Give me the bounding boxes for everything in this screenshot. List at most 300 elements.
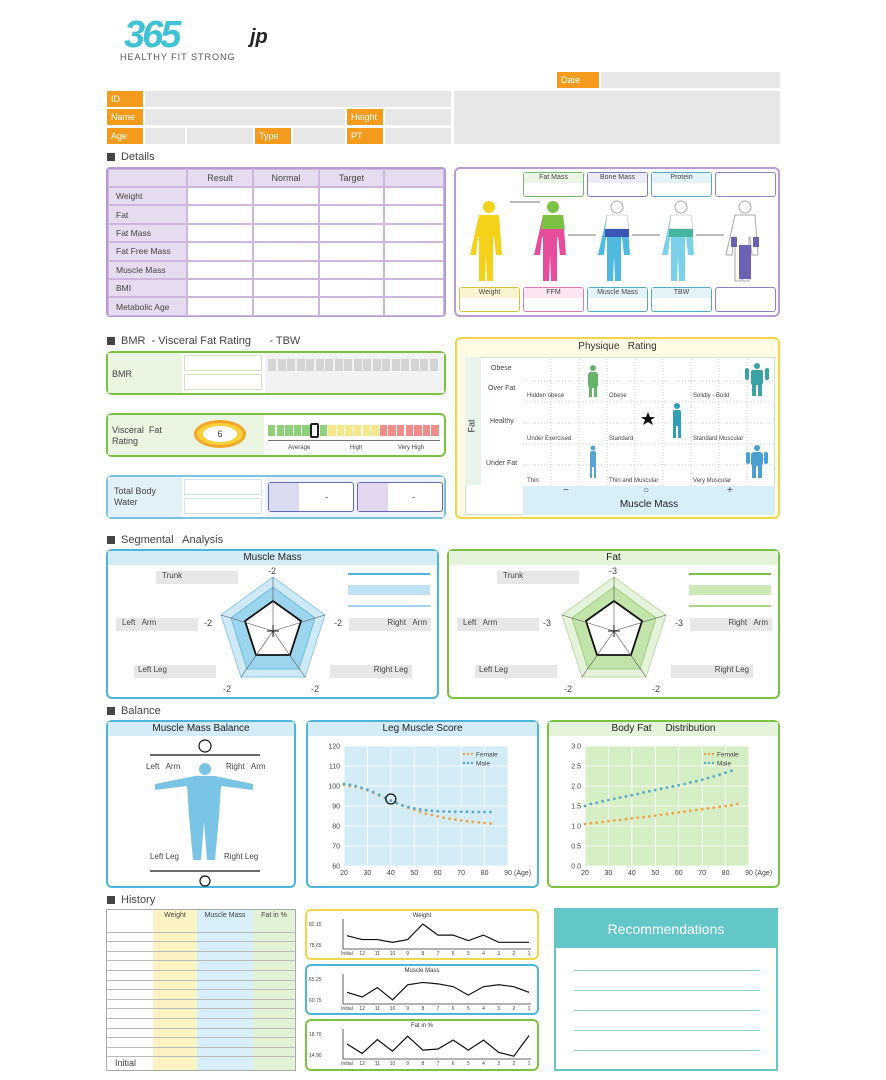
segment-left-arm-label: Left Arm <box>116 618 198 631</box>
body-fat-chart <box>549 738 778 886</box>
x-tick-label: 20 <box>581 870 589 877</box>
details-col-target: Target <box>319 169 384 187</box>
body-fat-distribution-panel <box>547 720 780 888</box>
data-point-male <box>683 783 686 786</box>
name-label: Name <box>107 109 143 125</box>
age-field[interactable] <box>145 128 185 144</box>
data-point-male <box>636 793 639 796</box>
fat-top-value: -3 <box>609 566 618 576</box>
bmr-scale-segment <box>325 359 333 371</box>
x-tick-label: 1 <box>527 1006 531 1012</box>
tbw-value-field-2[interactable] <box>184 498 262 514</box>
data-point-female <box>736 803 739 806</box>
data-point-male <box>401 804 404 807</box>
fat-bar-1 <box>689 573 771 575</box>
section-square-icon <box>107 896 115 904</box>
y-tick-label: 60 <box>332 863 340 871</box>
data-point-male <box>360 786 363 789</box>
data-point-male <box>460 810 463 813</box>
segment-fat-left-arm-label: Left Arm <box>457 618 539 631</box>
x-tick-label: 4 <box>482 1006 485 1012</box>
segmental-fat-title: Fat <box>449 551 778 565</box>
bmr-scale-segment <box>373 359 381 371</box>
recommendation-line-3[interactable] <box>574 1010 760 1011</box>
details-value-cell[interactable] <box>319 187 384 205</box>
data-point-female <box>584 823 587 826</box>
history-row-line <box>107 960 295 961</box>
history-title: History <box>121 894 156 906</box>
data-point-male <box>389 799 392 802</box>
fat-left-value: -3 <box>543 618 552 628</box>
bmr-value-field-1[interactable] <box>184 355 262 371</box>
x-tick-label: 2 <box>512 951 516 957</box>
data-point-male <box>607 799 610 802</box>
segment-fat-right-arm-label: Right Arm <box>690 618 772 631</box>
x-tick-label: 5 <box>466 1006 470 1012</box>
muscle-mass-balance-panel <box>106 720 296 888</box>
y-tick-label: 82.15 <box>309 922 322 928</box>
bmr-scale-segment <box>354 359 362 371</box>
data-point-male <box>372 791 375 794</box>
x-tick-label: 40 <box>627 870 636 877</box>
visceral-scale <box>268 423 442 439</box>
details-row-label: BMI <box>108 279 187 297</box>
data-point-male <box>660 787 663 790</box>
type-field[interactable] <box>293 128 345 144</box>
data-point-male <box>448 810 451 813</box>
data-point-female <box>425 812 428 815</box>
balance-heading <box>107 705 161 717</box>
x-tick-label: 30 <box>363 870 372 877</box>
bmr-scale-segment <box>335 359 343 371</box>
details-corner <box>108 169 187 187</box>
history-row-line <box>107 1018 295 1019</box>
data-point-female <box>466 820 469 823</box>
physique-row-over-fat: Over Fat <box>488 385 516 392</box>
details-row-label: Fat Mass <box>108 224 187 242</box>
data-point-male <box>489 811 492 814</box>
data-point-male <box>419 808 422 811</box>
visceral-scale-segment <box>277 425 284 436</box>
details-value-cell[interactable] <box>384 242 444 260</box>
details-value-cell[interactable] <box>253 261 319 279</box>
legend-marker <box>463 762 465 764</box>
data-point-male <box>584 805 587 808</box>
data-point-male <box>366 788 369 791</box>
x-tick-label: 6 <box>451 1006 455 1012</box>
details-value-cell[interactable] <box>319 279 384 297</box>
physique-zero: ○ <box>643 485 650 496</box>
y-tick-label: 0.0 <box>571 863 581 871</box>
body-figure-tbw-icon <box>662 201 694 281</box>
visceral-fat-gauge-icon <box>194 420 246 448</box>
data-point-female <box>601 821 604 824</box>
history-line <box>347 982 529 999</box>
muscle-bottom-left-value: -2 <box>223 684 232 694</box>
bottom-label-extra <box>715 287 776 312</box>
top-label-protein: Protein <box>651 172 712 197</box>
tbw-label-1: Total Body <box>114 486 157 496</box>
bmr-scale-segment <box>411 359 419 371</box>
data-point-male <box>395 802 398 805</box>
details-value-cell[interactable] <box>253 242 319 260</box>
data-point-male <box>407 806 410 809</box>
segmental-heading <box>107 534 223 546</box>
x-tick-label: Initial <box>341 1061 353 1067</box>
data-point-female <box>695 809 698 812</box>
name-field[interactable] <box>145 109 345 125</box>
recommendations-panel <box>554 908 778 1071</box>
bottom-label-tbw: TBW <box>651 287 712 312</box>
data-point-male <box>483 811 486 814</box>
legend-marker <box>471 753 473 755</box>
data-point-female <box>442 816 445 819</box>
fat-history-panel <box>305 1019 539 1071</box>
physique-figures <box>523 359 773 487</box>
visceral-scale-segment <box>302 425 309 436</box>
body-fat-title: Body Fat Distribution <box>549 722 778 736</box>
visceral-fat-value: 6 <box>203 426 237 442</box>
bottom-label-muscle-mass: Muscle Mass <box>587 287 648 312</box>
x-tick-label: 12 <box>359 951 365 957</box>
section-square-icon <box>107 153 115 161</box>
y-tick-label: 1.0 <box>571 823 581 831</box>
history-chart-title: Muscle Mass <box>404 968 440 974</box>
segment-left-leg-label: Left Leg <box>134 665 216 678</box>
x-tick-label: 40 <box>386 870 395 877</box>
data-point-male <box>613 797 616 800</box>
history-row-line <box>107 951 295 952</box>
details-value-cell[interactable] <box>319 261 384 279</box>
bmr-scale-segment <box>420 359 428 371</box>
x-tick-label: 10 <box>389 1006 396 1012</box>
y-tick-label: 120 <box>328 743 340 751</box>
data-point-female <box>489 822 492 825</box>
muscle-bar-2 <box>348 585 430 595</box>
legend-label: Male <box>476 760 491 768</box>
leg-muscle-score-panel <box>306 720 539 888</box>
data-point-female <box>636 816 639 819</box>
visceral-scale-segment <box>354 425 361 436</box>
top-label-fat-mass: Fat Mass <box>523 172 584 197</box>
data-point-female <box>619 819 622 822</box>
physique-row-healthy: Healthy <box>490 418 514 425</box>
x-tick-label: 12 <box>359 1061 365 1067</box>
bmr-scale <box>268 359 440 371</box>
visceral-scale-segment <box>388 425 395 436</box>
legend-label: Female <box>717 751 739 759</box>
data-point-female <box>689 809 692 812</box>
segment-trunk-label: Trunk <box>156 571 238 584</box>
visceral-scale-segment <box>371 425 378 436</box>
recommendation-line-1[interactable] <box>574 970 760 971</box>
details-value-cell[interactable] <box>187 187 253 205</box>
details-col-normal: Normal <box>253 169 319 187</box>
details-value-cell[interactable] <box>187 297 253 315</box>
data-point-male <box>718 773 721 776</box>
physique-cell-hidden-obese: Hidden obese <box>527 393 565 399</box>
mm-balance-title: Muscle Mass Balance <box>108 722 294 736</box>
data-point-female <box>630 817 633 820</box>
x-tick-label: 5 <box>466 1061 470 1067</box>
date-label: Date <box>557 72 599 88</box>
data-point-female <box>430 814 433 817</box>
x-tick-label: Initial <box>341 1006 353 1012</box>
recommendation-line-4[interactable] <box>574 1030 760 1031</box>
segment-fat-right-leg-label: Right Leg <box>671 665 753 678</box>
weight-history-chart <box>307 911 537 958</box>
details-value-cell[interactable] <box>319 224 384 242</box>
y-tick-label: 0.5 <box>571 843 581 851</box>
fat-bottom-right-value: -2 <box>652 684 661 694</box>
x-tick-label: 8 <box>421 951 425 957</box>
age-extra-field[interactable] <box>187 128 253 144</box>
x-tick-label: 11 <box>374 1006 380 1012</box>
id-field[interactable] <box>145 91 451 107</box>
visceral-scale-segment <box>380 425 387 436</box>
id-label: ID <box>107 91 143 107</box>
details-title: Details <box>121 151 155 163</box>
details-value-cell[interactable] <box>384 224 444 242</box>
bmr-value-field-2[interactable] <box>184 374 262 390</box>
y-tick-label: 70 <box>332 843 340 851</box>
details-value-cell[interactable] <box>384 261 444 279</box>
data-point-male <box>413 807 416 810</box>
data-point-male <box>712 775 715 778</box>
x-tick-label: 60 <box>674 870 683 877</box>
details-value-cell[interactable] <box>187 279 253 297</box>
section-square-icon <box>107 337 115 345</box>
x-tick-label: 9 <box>406 1006 410 1012</box>
x-tick-label: 9 <box>406 951 410 957</box>
history-line <box>347 924 529 942</box>
visceral-scale-segment <box>328 425 335 436</box>
visceral-scale-segment <box>294 425 301 436</box>
balance-right-leg: Right Leg <box>224 852 259 861</box>
date-field[interactable] <box>601 72 780 88</box>
pt-field[interactable] <box>385 128 451 144</box>
legend-marker <box>471 762 473 764</box>
logo-tagline: HEALTHY FIT STRONG <box>120 52 236 62</box>
visceral-scale-segment <box>423 425 430 436</box>
x-tick-label: 7 <box>436 1006 440 1012</box>
data-point-female <box>724 805 727 808</box>
bmr-scale-segment <box>344 359 352 371</box>
x-tick-label: 9 <box>406 1061 410 1067</box>
physique-plus: + <box>727 485 733 496</box>
details-value-cell[interactable] <box>253 224 319 242</box>
bmr-scale-segment <box>278 359 286 371</box>
balance-left-arm: Left Arm <box>146 762 181 771</box>
x-tick-label: 1 <box>527 1061 531 1067</box>
data-point-male <box>730 769 733 772</box>
data-point-male <box>630 794 633 797</box>
body-figure-muscle-mass-icon <box>598 201 630 281</box>
details-value-cell[interactable] <box>253 187 319 205</box>
details-row-label: Fat Free Mass <box>108 242 187 260</box>
visceral-scale-segment <box>397 425 404 436</box>
physique-axis-muscle-mass: Muscle Mass <box>619 499 679 510</box>
visceral-scale-segment <box>431 425 438 436</box>
details-value-cell[interactable] <box>253 205 319 223</box>
figure-obese-icon <box>588 365 598 397</box>
history-line <box>347 1036 529 1057</box>
y-tick-label: 60.75 <box>309 998 322 1004</box>
data-point-male <box>625 795 628 798</box>
details-value-cell[interactable] <box>384 279 444 297</box>
visceral-label-1: Visceral Fat <box>112 425 162 435</box>
physique-cell-under-exercised: Under Exercised <box>527 436 572 442</box>
details-value-cell[interactable] <box>187 242 253 260</box>
top-label-bone-mass: Bone Mass <box>587 172 648 197</box>
segment-fat-left-leg-label: Left Leg <box>475 665 557 678</box>
legend-marker <box>467 762 469 764</box>
data-point-female <box>625 818 628 821</box>
scale-label-average: Average <box>288 445 311 451</box>
data-point-female <box>666 813 669 816</box>
tbw-box-1 <box>268 482 354 512</box>
data-point-male <box>695 780 698 783</box>
data-point-female <box>683 810 686 813</box>
y-tick-label: 2.0 <box>571 783 581 791</box>
history-row-line <box>107 1037 295 1038</box>
data-point-female <box>448 817 451 820</box>
segmental-fat-panel <box>447 549 780 699</box>
data-point-male <box>454 810 457 813</box>
pt-label: PT <box>347 128 383 144</box>
x-tick-label: 80 <box>480 870 489 877</box>
tbw-dash-2: - <box>412 492 415 502</box>
visceral-scale-segment <box>414 425 421 436</box>
x-tick-label: 6 <box>451 1061 455 1067</box>
details-value-cell[interactable] <box>187 205 253 223</box>
x-tick-label: 11 <box>374 1061 380 1067</box>
legend-label: Male <box>717 760 732 768</box>
data-point-male <box>654 789 657 792</box>
details-value-cell[interactable] <box>384 205 444 223</box>
details-value-cell[interactable] <box>253 297 319 315</box>
balance-left-leg: Left Leg <box>150 852 179 861</box>
recommendation-line-2[interactable] <box>574 990 760 991</box>
x-tick-label: 4 <box>482 1061 485 1067</box>
visceral-label-2: Rating <box>112 436 139 446</box>
data-point-female <box>712 806 715 809</box>
data-point-male <box>430 809 433 812</box>
y-tick-label: 90 <box>332 803 340 811</box>
x-tick-label: 50 <box>410 870 419 877</box>
x-tick-label: 12 <box>359 1006 365 1012</box>
bmr-scale-segment <box>287 359 295 371</box>
data-point-female <box>477 821 480 824</box>
muscle-history-panel <box>305 964 539 1015</box>
physique-title: Physique Rating <box>578 341 657 352</box>
muscle-bottom-right-value: -2 <box>311 684 320 694</box>
details-value-cell[interactable] <box>384 187 444 205</box>
recommendation-line-5[interactable] <box>574 1050 760 1051</box>
legend-marker <box>704 753 706 755</box>
x-tick-label: 90 <box>745 870 753 877</box>
details-value-cell[interactable] <box>319 242 384 260</box>
logo-suffix: jp <box>250 26 268 48</box>
section-square-icon <box>107 707 115 715</box>
details-value-cell[interactable] <box>253 279 319 297</box>
y-tick-label: 14.90 <box>309 1053 322 1059</box>
muscle-bar-3 <box>348 605 430 607</box>
details-value-cell[interactable] <box>319 297 384 315</box>
data-point-female <box>471 820 474 823</box>
history-row-line <box>107 989 295 990</box>
history-col-muscle-mass: Muscle Mass <box>204 912 246 919</box>
data-point-female <box>436 815 439 818</box>
x-tick-label: 20 <box>340 870 348 877</box>
notes-field[interactable] <box>454 91 780 144</box>
details-value-cell[interactable] <box>187 261 253 279</box>
x-tick-label: 4 <box>482 951 485 957</box>
data-point-female <box>648 815 651 818</box>
data-point-female <box>642 816 645 819</box>
x-tick-label: 6 <box>451 951 455 957</box>
details-value-cell[interactable] <box>187 224 253 242</box>
details-value-cell[interactable] <box>384 297 444 315</box>
details-col-result: Result <box>187 169 253 187</box>
data-point-male <box>671 785 674 788</box>
bottom-label-ffm: FFM <box>523 287 584 312</box>
bmr-panel <box>106 351 446 395</box>
fat-radar <box>559 573 669 685</box>
figure-standard-icon <box>673 403 681 438</box>
fat-bottom-left-value: -2 <box>564 684 573 694</box>
tbw-dash-1: - <box>325 492 328 502</box>
bmr-scale-segment <box>268 359 276 371</box>
x-tick-label: 5 <box>466 951 470 957</box>
data-point-female <box>595 821 598 824</box>
bmr-scale-segment <box>316 359 324 371</box>
visceral-scale-segment <box>363 425 370 436</box>
data-point-male <box>619 796 622 799</box>
legend-marker <box>708 762 710 764</box>
tbw-value-field-1[interactable] <box>184 479 262 495</box>
visceral-fat-panel <box>106 413 446 457</box>
bmr-scale-segment <box>382 359 390 371</box>
visceral-marker <box>310 423 319 438</box>
age-label: Age <box>107 128 143 144</box>
physique-cell-very-muscular: Very Muscular <box>693 478 732 484</box>
x-tick-label: 11 <box>374 951 380 957</box>
data-point-male <box>436 810 439 813</box>
balance-right-arm: Right Arm <box>226 762 266 771</box>
history-col-fat: Fat in % <box>261 912 287 919</box>
data-point-female <box>707 807 710 810</box>
visceral-scale-segment <box>406 425 413 436</box>
leg-muscle-chart <box>308 738 537 886</box>
data-point-female <box>589 822 592 825</box>
logo-number: 365 <box>124 14 179 56</box>
fat-history-chart <box>307 1021 537 1069</box>
visceral-scale-segment <box>320 425 327 436</box>
data-point-male <box>354 785 357 788</box>
x-tick-label: 70 <box>457 870 466 877</box>
data-point-male <box>466 810 469 813</box>
data-point-female <box>419 810 422 813</box>
fat-bar-2 <box>689 585 771 595</box>
height-field[interactable] <box>385 109 451 125</box>
data-point-male <box>701 778 704 781</box>
legend-marker <box>712 762 714 764</box>
body-figure-extra-icon <box>726 201 759 281</box>
figure-thin-icon <box>590 446 596 479</box>
balance-body-icon <box>108 736 294 888</box>
details-value-cell[interactable] <box>319 205 384 223</box>
